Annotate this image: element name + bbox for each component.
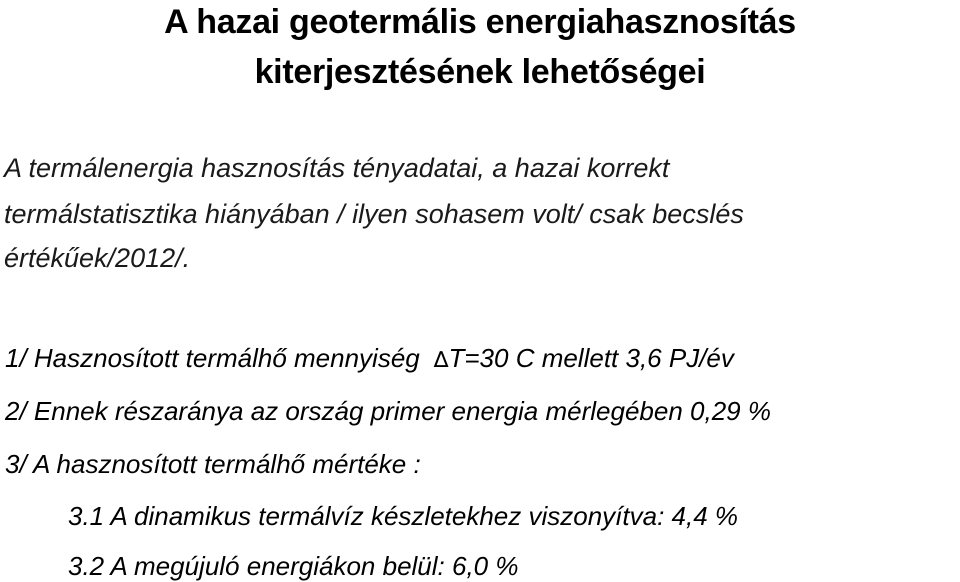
item-3-1-dynamic-reserves: 3.1 A dinamikus termálvíz készletekhez viszonyítva: 4,4 % <box>68 501 739 531</box>
item-3-utilization-heading: 3/ A hasznosított termálhő mértéke : <box>5 449 421 479</box>
item-1-text-after: T=30 C mellett 3,6 PJ/év <box>448 343 734 373</box>
intro-line-3: értékűek/2012/. <box>4 243 191 273</box>
delta-symbol: ∆ <box>433 348 449 373</box>
document-title-line-1: A hazai geotermális energiahasznosítás <box>164 3 796 41</box>
document-title-line-2: kiterjesztésének lehetőségei <box>254 53 706 91</box>
item-1-used-thermal-heat <box>5 342 734 377</box>
intro-line-2: termálstatisztika hiányában / ilyen sohasem volt/ csak becslés <box>4 199 744 229</box>
item-2-primary-energy-share: 2/ Ennek részaránya az ország primer energia mérlegében 0,29 % <box>5 396 771 426</box>
item-1-text-before: 1/ Hasznosított termálhő mennyiség <box>5 343 420 373</box>
intro-line-1: A termálenergia hasznosítás tényadatai, a hazai korrekt <box>4 153 670 183</box>
item-3-2-renewables-share: 3.2 A megújuló energiákon belül: 6,0 % <box>68 551 519 581</box>
